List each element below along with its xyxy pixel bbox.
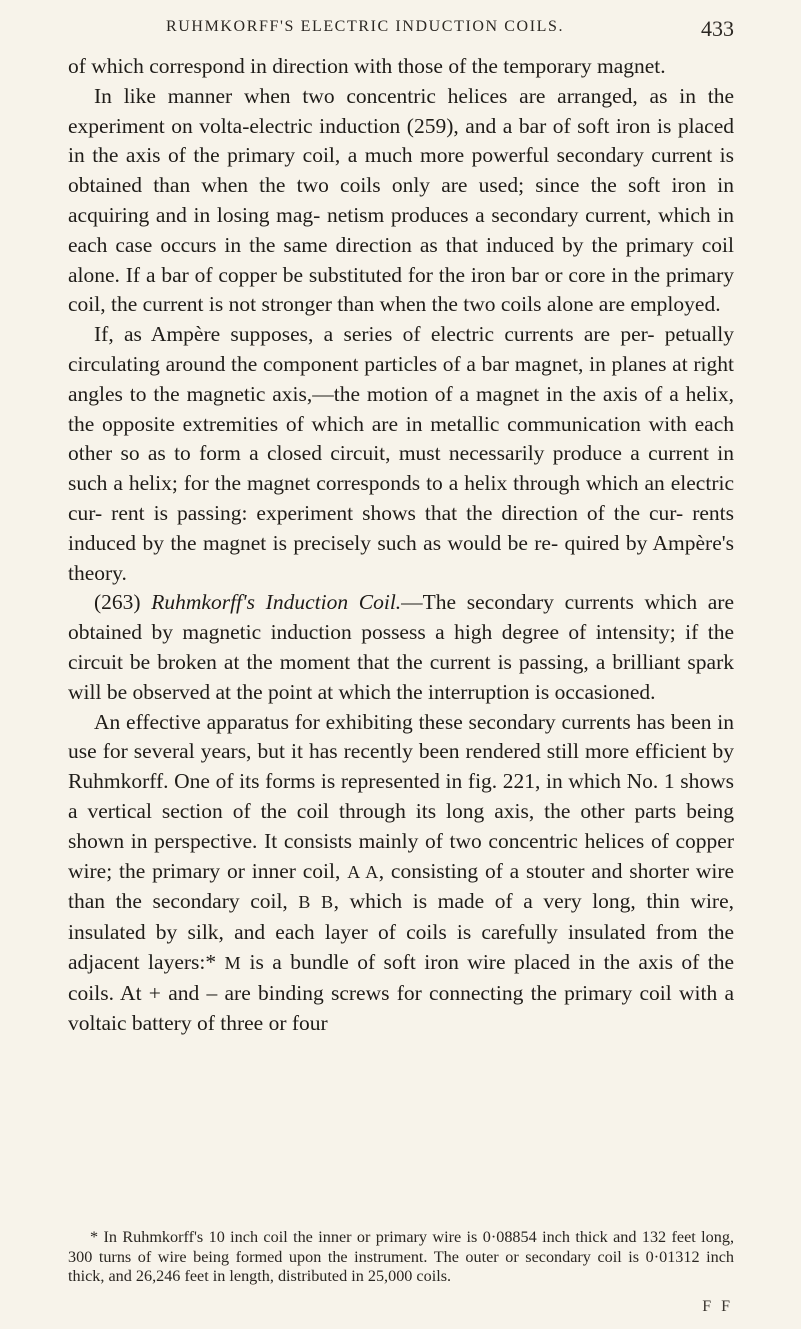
footnote-text: * In Ruhmkorff's 10 inch coil the inner or primary wire is 0·08854 inch thick and 132 feet long, 300 turns of wire being formed upon the instrument. The outer or secondary coil is 0·01312 inch thick, and 26,246 feet in length, distributed in 25,000 coils.	[68, 1228, 734, 1286]
paragraph-1	[68, 52, 734, 82]
page-number: 433	[701, 16, 734, 41]
paragraph-5-text-c: , which is made of a very long, thin wire, insulated by silk, and each layer of coils is carefully insulated from the adjacent layers:*	[68, 889, 734, 974]
paragraph-5-text-a: An effective apparatus for exhibiting these secondary currents has been in use for several years, but it has recently been rendered still more efficient by Ruhmkorff. One of its forms is represented in fig. 221, in which No. 1 shows a vertical section of the coil through its long axis, the other parts being shown in perspective. It consists mainly of two concentric helices of copper wire; the primary or inner coil,	[68, 709, 734, 883]
section-number: (263)	[94, 590, 141, 615]
body-text	[68, 52, 734, 1038]
paragraph-2	[68, 82, 734, 320]
paragraph-4-text: —The secondary currents which are obtained by magnetic induction possess a high degree of intensity; if the circuit be broken at the moment that the current is passing, a brilliant spark will be observed at the point at which the interruption is occasioned.	[68, 590, 734, 704]
paragraph-5	[68, 708, 734, 1039]
running-title: RUHMKORFF'S ELECTRIC INDUCTION COILS.	[166, 18, 565, 35]
paragraph-5-text-d: is a bundle of soft iron wire placed in the axis of the coils. At + and – are binding screws for connecting the primary coil with a voltaic battery of three or four	[68, 949, 735, 1035]
running-head	[68, 8, 734, 42]
paragraph-5-text-b: , consisting of a stouter and shorter wire than the secondary coil,	[68, 858, 735, 914]
paragraph-4	[68, 588, 734, 707]
paragraph-3-text: If, as Ampère supposes, a series of electric currents are per- petually circulating around the component particles of a bar magnet, in planes at right angles to the magnetic axis,—the motion of a magnet in the axis of a helix, the opposite extremities of which are in metallic communication with each other so as to form a closed circuit, must necessarily produce a current in such a helix; for the magnet corresponds to a helix through which an electric cur- rent is passing: experiment shows that the direction of the cur- rents induced by the magnet is precisely such as would be re- quired by Ampère's theory.	[68, 322, 734, 585]
paragraph-2-text: In like manner when two concentric helices are arranged, as in the experiment on volta-electric induction (259), and a bar of soft iron is placed in the axis of the primary coil, a much more powerful secondary current is obtained than when the two coils only are used; since the soft iron in acquiring and in losing mag- netism produces a secondary current, which in each case occurs in the same direction as that induced by the primary coil alone. If a bar of copper be substituted for the iron bar or core in the primary coil, the current is not stronger than when the two coils alone are employed.	[68, 83, 734, 317]
paragraph-1-text: of which correspond in direction with those of the temporary magnet.	[68, 54, 666, 78]
label-primary-coil: A A	[347, 861, 379, 882]
label-secondary-coil: B B	[298, 892, 334, 913]
footnote	[68, 1228, 734, 1287]
signature-mark: F F	[702, 1298, 733, 1315]
label-iron-bundle: M	[224, 952, 242, 973]
paragraph-3	[68, 320, 734, 588]
section-title: Ruhmkorff's Induction Coil.	[151, 590, 402, 615]
